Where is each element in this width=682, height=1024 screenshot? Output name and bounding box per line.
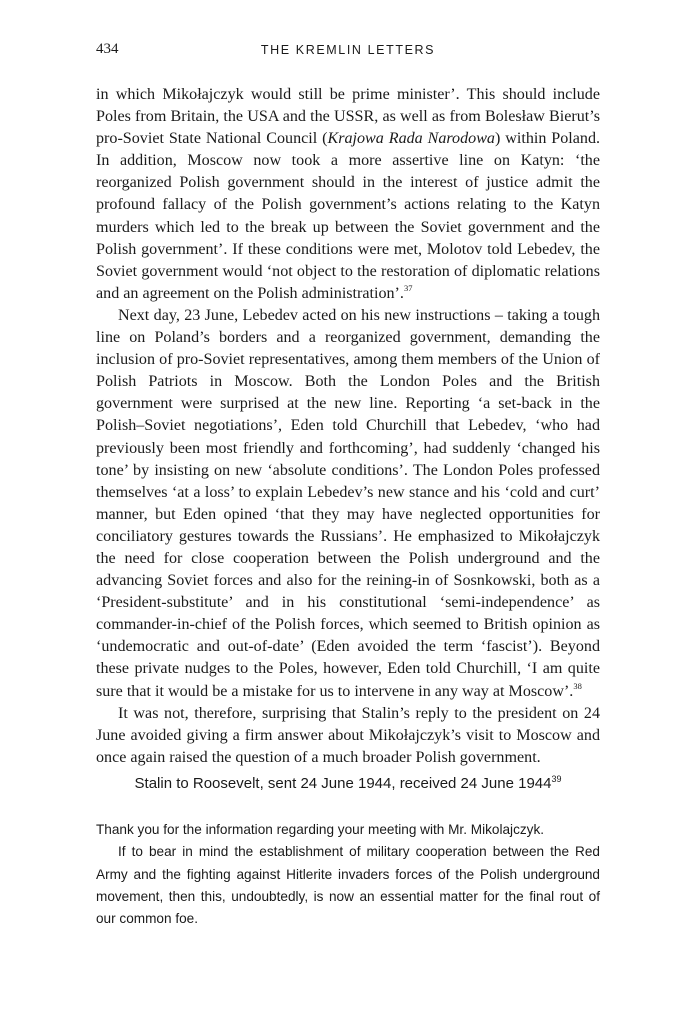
paragraph-1-italic: Krajowa Rada Narodowa [327, 130, 495, 148]
letter-paragraph-1: Thank you for the information regarding your meeting with Mr. Mikolajczyk. [96, 822, 545, 837]
paragraph-2-text: Next day, 23 June, Lebedev acted on his new instructions – taking a tough line on Poland’s borders and a reorganized government, demanding the inclusion of pro-Soviet representatives, among them members of the Union of Polish Patriots in Moscow. Both the London Poles and the British government were surprised at the new line. Reporting ‘a set-back in the Polish–Soviet negotiations’, Eden told Churchill that Lebedev, ‘who had previously been most friendly and forthcoming’, had suddenly ‘changed his tone’ by insisting on new ‘absolute conditions’. The London Poles professed themselves ‘at a loss’ to explain Lebedev’s new stance and his ‘cold and curt’ manner, but Eden opined ‘that they may have neglected opportunities for conciliatory gestures towards the Russians’. He emphasized to Mikołajczyk the need for close cooperation between the Polish underground and the advancing Soviet forces and also for the reining-in of Sosnkowski, both as a ‘President-substitute’ and in his constitutional ‘semi-independence’ as commander-in-chief of the Polish forces, which seemed to British opinion as ‘undemocratic and out-of-date’ (Eden avoided the term ‘fascist’). Beyond these private nudges to the Poles, however, Eden told Churchill, ‘I am quite sure that it would be a mistake for us to intervene in any way at Moscow’. [96, 306, 600, 700]
page-number: 434 [96, 41, 119, 57]
letter-text [96, 819, 600, 930]
letter-paragraph-2: If to bear in mind the establishment of military cooperation between the Red Army and the fighting against Hitlerite invaders forces of the Polish underground movement, then this, undoubtedly, is now an essential matter for the final rout of our common foe. [96, 844, 600, 927]
paragraph-1-text-b: ) within Poland. In addition, Moscow now took a more assertive line on Katyn: ‘the reorganized Polish government should in the interest of justice admit the profound fallacy of the Polish government’s actions relating to the Katyn murders which led to the break up between the Soviet government and the Polish government’. If these conditions were met, Molotov told Lebedev, the Soviet government would ‘not object to the restoration of diplomatic relations and an agreement on the Polish administration’. [96, 130, 601, 302]
footnote-ref-39: 39 [551, 774, 562, 784]
running-head: THE KREMLIN LETTERS [260, 43, 436, 57]
letter-heading [96, 775, 600, 792]
paragraph-1-text-a: in which Mikołajczyk would still be prime minister’. This should include Poles from Britain, the USA and the USSR, as well as from Bolesław Bierut’s pro-Soviet State National Council ( [96, 86, 600, 148]
footnote-ref-38: 38 [573, 680, 582, 691]
footnote-ref-37: 37 [403, 282, 413, 293]
letter-heading-text: Stalin to Roosevelt, sent 24 June 1944, received 24 June 1944 [134, 775, 552, 792]
paragraph-2 [96, 305, 600, 703]
body-text [96, 84, 600, 769]
paragraph-3: It was not, therefore, surprising that Stalin’s reply to the president on 24 June avoided giving a firm answer about Mikołajczyk’s visit to Moscow and once again raised the question of a much broader Polish government. [96, 704, 600, 766]
paragraph-1 [96, 84, 600, 305]
page-header [96, 41, 600, 63]
